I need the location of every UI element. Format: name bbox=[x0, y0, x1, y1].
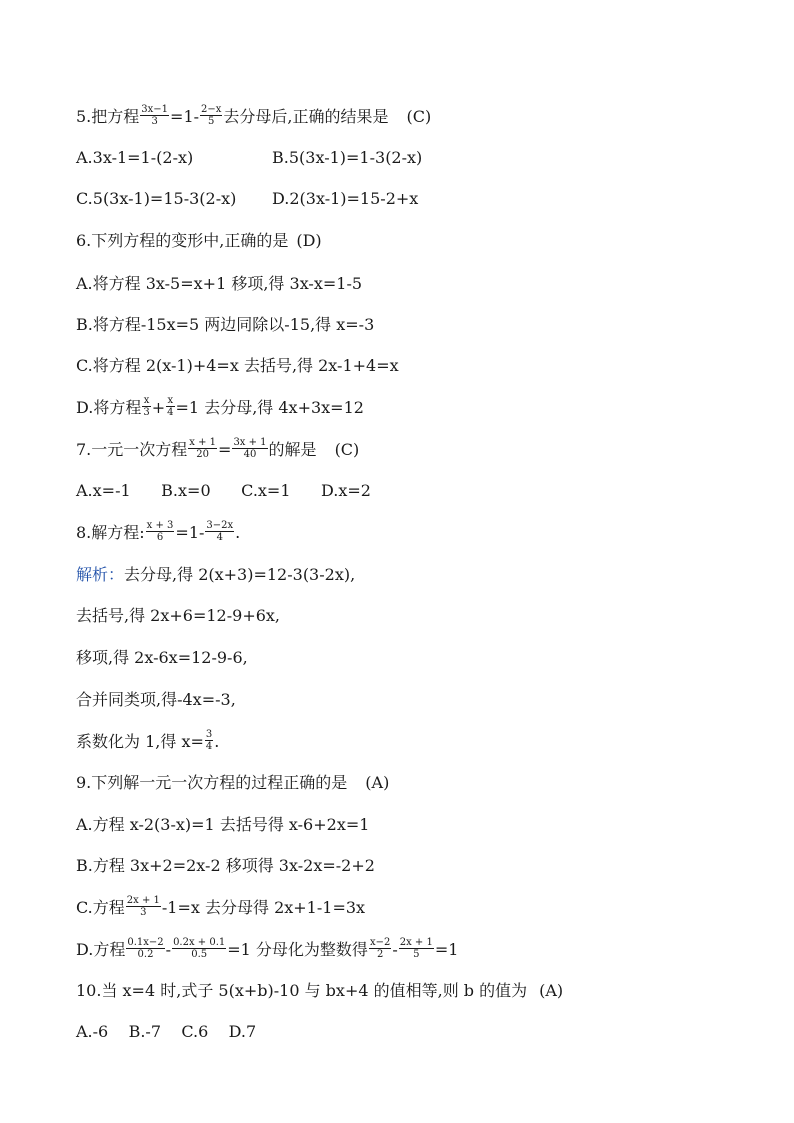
q9-d-fraction-3-numerator: x−2 bbox=[369, 937, 391, 948]
question-10-stem bbox=[76, 981, 563, 1001]
q6-d-fraction-1 bbox=[142, 395, 150, 418]
q8-fraction-2-numerator: 3−2x bbox=[206, 520, 234, 531]
q7-fraction-2-numerator: 3x + 1 bbox=[233, 437, 267, 448]
q10-answer: (A) bbox=[539, 981, 564, 1000]
q8-fraction-2 bbox=[205, 520, 234, 543]
q5-fraction-1 bbox=[140, 104, 169, 127]
q5-fraction-2-numerator: 2−x bbox=[201, 104, 222, 115]
q9-d-fraction-2-denominator: 0.5 bbox=[191, 949, 208, 960]
q5-options-row-2 bbox=[76, 189, 419, 209]
q8-solution-step-2: 去括号,得 2x+6=12-9+6x, bbox=[76, 606, 281, 625]
q8-solution-step-3: 移项,得 2x-6x=12-9-6, bbox=[76, 648, 248, 667]
q9-d-fraction-1-numerator: 0.1x−2 bbox=[127, 937, 164, 948]
q9-d-fraction-1-denominator: 0.2 bbox=[137, 949, 154, 960]
q9-d-fraction-4-numerator: 2x + 1 bbox=[399, 937, 433, 948]
q10-stem-text: 10.当 x=4 时,式子 5(x+b)-10 与 bx+4 的值相等,则 b 的值为 bbox=[76, 981, 528, 1000]
q9-d-fraction-3-denominator: 2 bbox=[376, 949, 384, 960]
q7-options: A.x=-1 B.x=0 C.x=1 D.x=2 bbox=[76, 481, 371, 500]
q7-fraction-2 bbox=[232, 437, 267, 460]
q8-fraction-1-denominator: 6 bbox=[156, 532, 164, 543]
q5-answer: (C) bbox=[406, 107, 432, 126]
q9-option-b: B.方程 3x+2=2x-2 移项得 3x-2x=-2+2 bbox=[76, 856, 375, 875]
question-8-stem bbox=[76, 522, 240, 545]
q5-option-b: B.5(3x-1)=1-3(2-x) bbox=[272, 148, 423, 167]
q8-end: . bbox=[235, 523, 241, 542]
q9-d-fraction-4 bbox=[399, 937, 434, 960]
q9-c-fraction-denominator: 3 bbox=[140, 907, 147, 918]
q9-d-fraction-4-denominator: 5 bbox=[413, 949, 420, 960]
q8-mid: =1- bbox=[175, 523, 205, 542]
q5-fraction-2-denominator: 5 bbox=[208, 116, 215, 127]
question-9-stem bbox=[76, 773, 389, 793]
q7-answer: (C) bbox=[334, 440, 360, 459]
q9-option-a: A.方程 x-2(3-x)=1 去括号得 x-6+2x=1 bbox=[76, 815, 370, 834]
q5-fraction-1-numerator: 3x−1 bbox=[141, 104, 169, 115]
q9-d-fraction-3 bbox=[369, 937, 391, 960]
q6-d-fraction-1-numerator: x bbox=[143, 395, 150, 406]
q5-option-d: D.2(3x-1)=15-2+x bbox=[272, 189, 419, 208]
q7-fraction-1 bbox=[188, 437, 217, 460]
q9-option-d bbox=[76, 939, 458, 962]
q7-prefix: 7.一元一次方程 bbox=[76, 440, 188, 459]
q8-solution-fraction-denominator: 4 bbox=[205, 741, 213, 752]
q9-option-d-middle: =1 分母化为整数得 bbox=[227, 940, 368, 959]
q5-option-a: A.3x-1=1-(2-x) bbox=[76, 148, 194, 167]
q6-d-fraction-2-numerator: x bbox=[167, 395, 174, 406]
q6-d-plus: + bbox=[151, 398, 166, 417]
question-7-stem bbox=[76, 439, 359, 462]
q7-fraction-1-numerator: x + 1 bbox=[189, 437, 217, 448]
q10-options: A.-6 B.-7 C.6 D.7 bbox=[76, 1022, 257, 1041]
q5-mid: =1- bbox=[170, 107, 200, 126]
q6-d-fraction-1-denominator: 3 bbox=[143, 407, 150, 418]
q6-option-a: A.将方程 3x-5=x+1 移项,得 3x-x=1-5 bbox=[76, 274, 363, 293]
q6-option-c: C.将方程 2(x-1)+4=x 去括号,得 2x-1+4=x bbox=[76, 356, 399, 375]
q9-d-fraction-2-numerator: 0.2x + 0.1 bbox=[173, 937, 226, 948]
q8-solution-fraction-numerator: 3 bbox=[205, 729, 213, 740]
question-5-stem bbox=[76, 106, 431, 129]
q9-d-minus-2: - bbox=[392, 940, 398, 959]
q7-suffix: 的解是 bbox=[268, 440, 317, 459]
q6-option-b: B.将方程-15x=5 两边同除以-15,得 x=-3 bbox=[76, 315, 375, 334]
q8-solution-step-5-text: 系数化为 1,得 x= bbox=[76, 732, 204, 751]
q5-prefix: 5.把方程 bbox=[76, 107, 140, 126]
q9-d-fraction-2 bbox=[172, 937, 226, 960]
q9-option-c bbox=[76, 897, 365, 920]
q7-equals: = bbox=[218, 440, 232, 459]
q9-option-c-prefix: C.方程 bbox=[76, 898, 125, 917]
solution-label: 解析： bbox=[76, 565, 125, 584]
q8-solution-fraction bbox=[205, 729, 213, 752]
q8-solution-step-5 bbox=[76, 731, 219, 754]
q6-option-d-prefix: D.将方程 bbox=[76, 398, 142, 417]
q6-option-d-suffix: =1 去分母,得 4x+3x=12 bbox=[175, 398, 364, 417]
q9-c-fraction bbox=[126, 895, 161, 918]
q8-prefix: 8.解方程: bbox=[76, 523, 145, 542]
q7-fraction-1-denominator: 20 bbox=[196, 449, 210, 460]
q8-fraction-2-denominator: 4 bbox=[216, 532, 223, 543]
q6-d-fraction-2 bbox=[166, 395, 174, 418]
q7-fraction-2-denominator: 40 bbox=[243, 449, 257, 460]
q5-fraction-2 bbox=[200, 104, 222, 127]
q6-answer: (D) bbox=[296, 231, 322, 250]
q9-option-d-end: =1 bbox=[434, 940, 459, 959]
q9-option-d-prefix: D.方程 bbox=[76, 940, 126, 959]
q9-stem-text: 9.下列解一元一次方程的过程正确的是 bbox=[76, 773, 348, 792]
q9-answer: (A) bbox=[365, 773, 390, 792]
q8-solution-step-4: 合并同类项,得-4x=-3, bbox=[76, 690, 236, 709]
q9-c-fraction-numerator: 2x + 1 bbox=[126, 895, 160, 906]
q9-d-fraction-1 bbox=[126, 937, 164, 960]
q9-option-c-suffix: -1=x 去分母得 2x+1-1=3x bbox=[161, 898, 366, 917]
q8-solution-step-5-end: . bbox=[214, 732, 220, 751]
q5-options-row-1 bbox=[76, 148, 423, 168]
q8-fraction-1 bbox=[146, 520, 175, 543]
q9-d-minus: - bbox=[165, 940, 172, 959]
q5-fraction-1-denominator: 3 bbox=[151, 116, 158, 127]
q5-option-c: C.5(3x-1)=15-3(2-x) bbox=[76, 189, 237, 208]
q8-solution-step-1: 解析：去分母,得 2(x+3)=12-3(3-2x), bbox=[76, 565, 356, 584]
q5-suffix: 去分母后,正确的结果是 bbox=[223, 107, 389, 126]
q6-option-d bbox=[76, 397, 364, 420]
question-6-stem bbox=[76, 231, 322, 251]
q6-stem-text: 6.下列方程的变形中,正确的是 bbox=[76, 231, 289, 250]
q6-d-fraction-2-denominator: 4 bbox=[167, 407, 174, 418]
q8-fraction-1-numerator: x + 3 bbox=[146, 520, 174, 531]
